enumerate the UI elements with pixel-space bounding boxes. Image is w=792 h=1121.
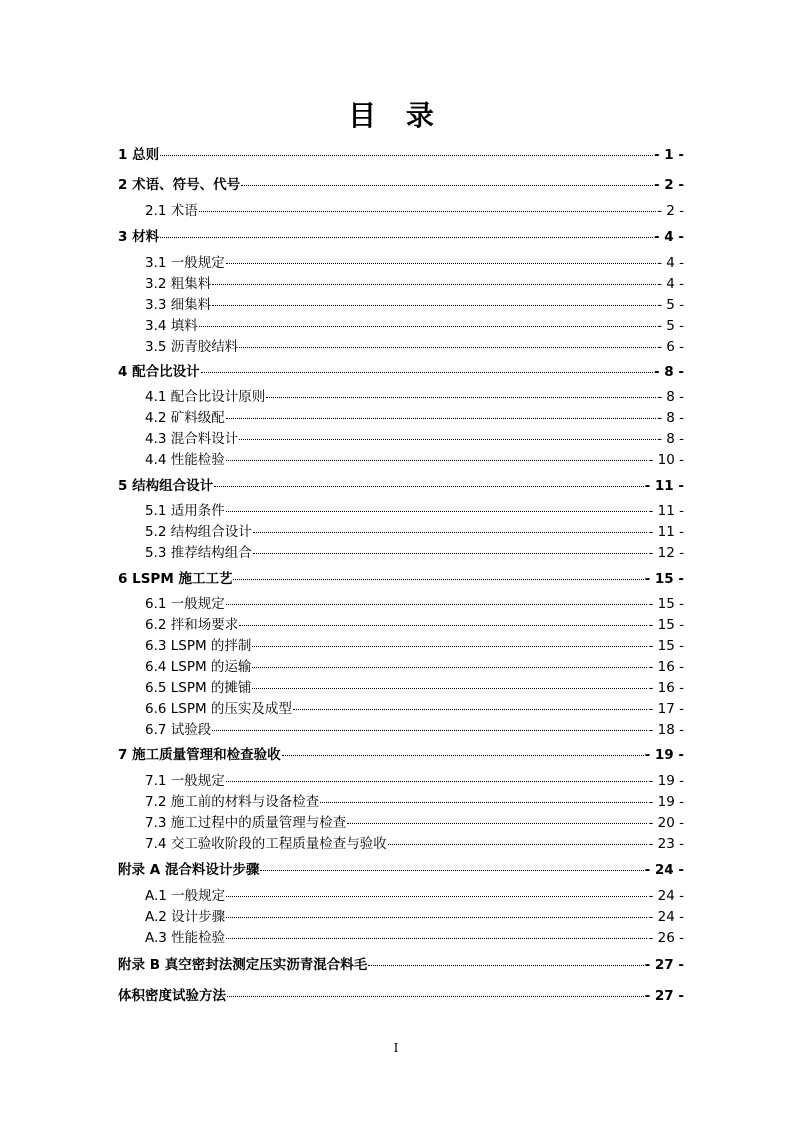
dot-leader [227, 996, 644, 997]
toc-entry-title: 7.4 交工验收阶段的工程质量检查与验收 [145, 836, 387, 852]
toc-entry-title: 附录 A 混合料设计步骤 [118, 862, 260, 878]
page-number: I [393, 1041, 399, 1055]
dot-leader [260, 870, 643, 871]
dot-leader [212, 284, 656, 285]
toc-entry-title: 6 LSPM 施工工艺 [118, 571, 233, 587]
dot-leader [252, 688, 647, 689]
dot-leader [388, 844, 648, 845]
toc-entry[interactable] [145, 389, 684, 405]
toc-entry-title: 5.2 结构组合设计 [145, 524, 252, 540]
toc-entry-page: - 23 - [648, 836, 684, 852]
toc-entry[interactable] [118, 147, 684, 163]
toc-entry[interactable] [145, 888, 684, 904]
toc-entry-page: - 8 - [657, 410, 684, 426]
toc-entry-title: A.1 一般规定 [145, 888, 226, 904]
toc-entry[interactable] [118, 571, 684, 587]
toc-entry-title: A.3 性能检验 [145, 930, 226, 946]
toc-entry-page: - 4 - [657, 276, 684, 292]
dot-leader [214, 486, 644, 487]
toc-entry-title: 6.7 试验段 [145, 722, 212, 738]
toc-entry-page: - 15 - [648, 596, 684, 612]
toc-entry-page: - 19 - [648, 773, 684, 789]
toc-entry[interactable] [145, 680, 684, 696]
dot-leader [347, 823, 647, 824]
page-title: 目 录 [348, 99, 444, 132]
dot-leader [201, 372, 653, 373]
toc-entry[interactable] [145, 930, 684, 946]
toc-entry-page: - 2 - [657, 203, 684, 219]
dot-leader [226, 917, 647, 918]
toc-entry-title: 3.1 一般规定 [145, 255, 225, 271]
toc-entry-title: 6.1 一般规定 [145, 596, 225, 612]
toc-entry-page: - 15 - [648, 638, 684, 654]
toc-entry-page: - 11 - [648, 524, 684, 540]
toc-entry-title: 4.3 混合料设计 [145, 431, 239, 447]
toc-entry-title: 4 配合比设计 [118, 364, 200, 380]
toc-entry-page: - 26 - [648, 930, 684, 946]
toc-entry-title: 2.1 术语 [145, 203, 198, 219]
dot-leader [282, 755, 644, 756]
toc-entry-page: - 8 - [657, 389, 684, 405]
toc-entry[interactable] [145, 596, 684, 612]
dot-leader [199, 211, 656, 212]
toc-entry[interactable] [145, 410, 684, 426]
toc-entry[interactable] [145, 431, 684, 447]
toc-entry-page: - 27 - [644, 957, 684, 973]
dot-leader [226, 460, 648, 461]
toc-entry[interactable] [145, 339, 684, 355]
toc-entry[interactable] [145, 794, 684, 810]
toc-entry[interactable] [145, 276, 684, 292]
toc-entry-page: - 24 - [648, 888, 684, 904]
toc-entry-title: 4.2 矿料级配 [145, 410, 225, 426]
toc-entry[interactable] [145, 318, 684, 334]
toc-entry[interactable] [145, 452, 684, 468]
toc-entry-page: - 27 - [644, 988, 684, 1004]
toc-entry[interactable] [145, 255, 684, 271]
toc-entry[interactable] [118, 747, 684, 763]
toc-entry-title: 6.6 LSPM 的压实及成型 [145, 701, 292, 717]
toc-entry-page: - 5 - [657, 318, 684, 334]
toc-entry[interactable] [118, 862, 684, 878]
toc-entry[interactable] [145, 909, 684, 925]
toc-entry[interactable] [145, 701, 684, 717]
dot-leader [253, 532, 648, 533]
toc-entry[interactable] [145, 659, 684, 675]
toc-entry-page: - 4 - [654, 229, 684, 245]
toc-entry-page: - 24 - [644, 862, 684, 878]
toc-entry-title: 3.4 填料 [145, 318, 198, 334]
dot-leader [226, 418, 656, 419]
dot-leader [320, 802, 647, 803]
toc-entry[interactable] [145, 545, 684, 561]
dot-leader [293, 709, 648, 710]
toc-entry[interactable] [145, 503, 684, 519]
toc-entry-page: - 4 - [657, 255, 684, 271]
dot-leader [239, 625, 647, 626]
toc-entry[interactable] [145, 722, 684, 738]
toc-entry-title: 7.2 施工前的材料与设备检查 [145, 794, 320, 810]
toc-entry-title: 4.1 配合比设计原则 [145, 389, 266, 405]
dot-leader [160, 237, 653, 238]
dot-leader [212, 730, 647, 731]
dot-leader [252, 667, 647, 668]
toc-entry[interactable] [145, 203, 684, 219]
dot-leader [226, 263, 656, 264]
toc-entry-page: - 11 - [644, 478, 684, 494]
toc-entry[interactable] [118, 478, 684, 494]
dot-leader [241, 185, 653, 186]
toc-entry-page: - 5 - [657, 297, 684, 313]
toc-entry-page: - 1 - [654, 147, 684, 163]
toc-entry-page: - 16 - [648, 680, 684, 696]
toc-entry-page: - 2 - [654, 177, 684, 193]
toc-entry-title: 6.3 LSPM 的拌制 [145, 638, 252, 654]
dot-leader [226, 511, 648, 512]
toc-entry[interactable] [145, 638, 684, 654]
dot-leader [160, 155, 653, 156]
toc-entry-page: - 10 - [648, 452, 684, 468]
toc-entry[interactable] [145, 773, 684, 789]
dot-leader [233, 579, 643, 580]
dot-leader [226, 781, 648, 782]
toc-entry[interactable] [145, 617, 684, 633]
toc-entry[interactable] [145, 815, 684, 831]
toc-entry-title: 6.4 LSPM 的运输 [145, 659, 252, 675]
toc-entry-page: - 11 - [648, 503, 684, 519]
toc-entry-title: 4.4 性能检验 [145, 452, 225, 468]
toc-entry-title: 1 总则 [118, 147, 160, 163]
toc-entry-title: 体积密度试验方法 [118, 988, 226, 1004]
toc-entry-title: A.2 设计步骤 [145, 909, 226, 925]
toc-entry-title: 5 结构组合设计 [118, 478, 214, 494]
dot-leader [226, 604, 648, 605]
toc-entry-page: - 8 - [654, 364, 684, 380]
dot-leader [226, 896, 647, 897]
dot-leader [239, 439, 656, 440]
toc-entry-page: - 19 - [648, 794, 684, 810]
dot-leader [252, 646, 647, 647]
toc-entry[interactable] [118, 177, 684, 193]
dot-leader [266, 397, 656, 398]
toc-entry[interactable] [118, 229, 684, 245]
dot-leader [253, 553, 648, 554]
dot-leader [226, 938, 647, 939]
dot-leader [199, 326, 656, 327]
toc-entry[interactable] [118, 988, 684, 1004]
toc-entry-title: 6.2 拌和场要求 [145, 617, 239, 633]
toc-entry-page: - 15 - [644, 571, 684, 587]
toc-entry-title: 7 施工质量管理和检查验收 [118, 747, 281, 763]
toc-entry-page: - 12 - [648, 545, 684, 561]
toc-entry-page: - 24 - [648, 909, 684, 925]
toc-entry-title: 5.3 推荐结构组合 [145, 545, 252, 561]
toc-entry[interactable] [145, 524, 684, 540]
toc-entry-title: 3.2 粗集料 [145, 276, 212, 292]
toc-entry-title: 3.5 沥青胶结料 [145, 339, 239, 355]
toc-entry-page: - 16 - [648, 659, 684, 675]
toc-entry-title: 5.1 适用条件 [145, 503, 225, 519]
toc-entry[interactable] [118, 364, 684, 380]
toc-entry[interactable] [118, 957, 684, 973]
toc-entry-page: - 20 - [648, 815, 684, 831]
toc-entry-title: 6.5 LSPM 的摊铺 [145, 680, 252, 696]
toc-entry-page: - 17 - [648, 701, 684, 717]
toc-entry-page: - 15 - [648, 617, 684, 633]
dot-leader [239, 347, 656, 348]
toc-entry-title: 3 材料 [118, 229, 160, 245]
toc-entry-title: 附录 B 真空密封法测定压实沥青混合料毛 [118, 957, 368, 973]
dot-leader [212, 305, 656, 306]
toc-entry-page: - 8 - [657, 431, 684, 447]
toc-entry-title: 2 术语、符号、代号 [118, 177, 241, 193]
dot-leader [368, 965, 643, 966]
toc-entry-title: 7.1 一般规定 [145, 773, 225, 789]
toc-entry[interactable] [145, 836, 684, 852]
toc-entry[interactable] [145, 297, 684, 313]
toc-entry-page: - 19 - [644, 747, 684, 763]
toc-entry-page: - 6 - [657, 339, 684, 355]
toc-entry-title: 3.3 细集料 [145, 297, 212, 313]
toc-entry-title: 7.3 施工过程中的质量管理与检查 [145, 815, 347, 831]
toc-entry-page: - 18 - [648, 722, 684, 738]
